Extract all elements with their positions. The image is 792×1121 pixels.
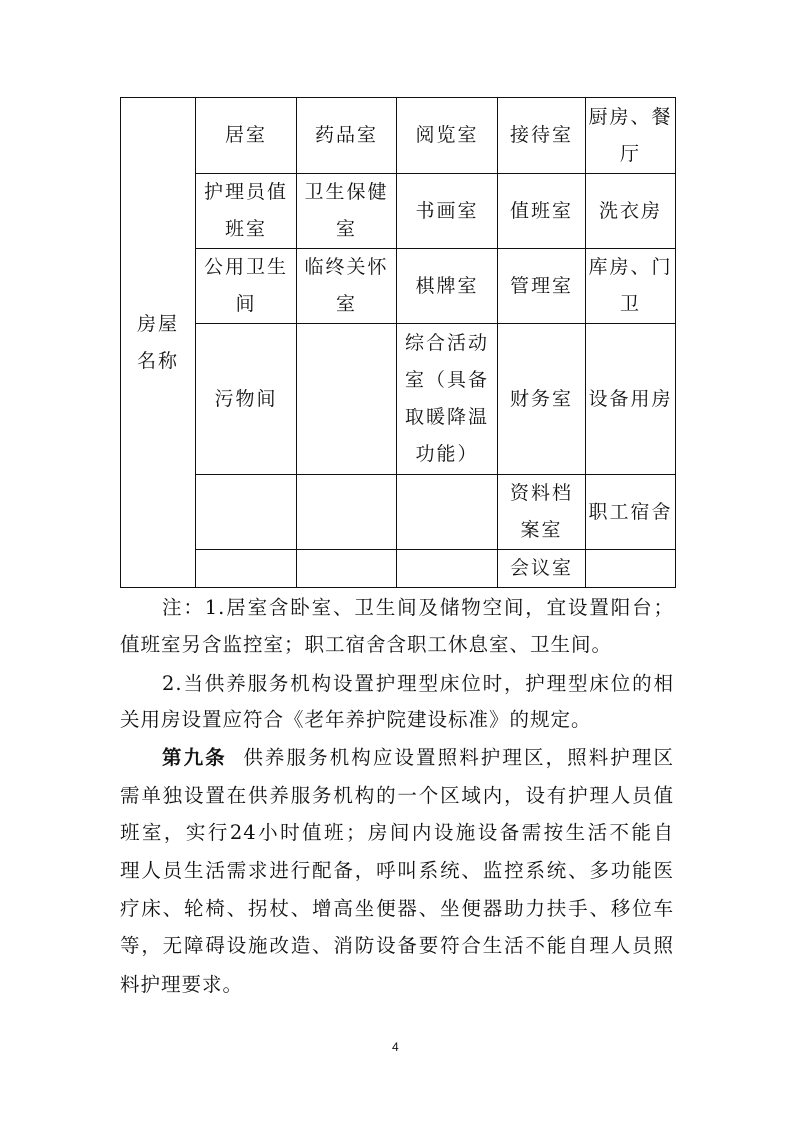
note-2-line-1: 2.当供养服务机构设置护理型床位时，护理型床位的相 <box>162 672 674 695</box>
article-9-line-2: 需单独设置在供养服务机构的一个区域内，设有护理人员值 <box>120 784 674 807</box>
table-cell <box>196 550 297 588</box>
page-number: 4 <box>392 1040 399 1054</box>
table-cell: 厨房、餐厅 <box>586 98 676 174</box>
table-cell: 库房、门卫 <box>586 249 676 324</box>
article-9-heading: 第九条 <box>162 746 227 769</box>
table-cell <box>586 550 676 588</box>
table-cell: 会议室 <box>498 550 586 588</box>
article-9-line-7: 料护理要求。 <box>120 973 244 996</box>
table-cell: 污物间 <box>196 324 297 475</box>
table-row <box>121 550 676 588</box>
note-2-line-2: 关用房设置应符合《老年养护院建设标准》的规定。 <box>120 708 592 731</box>
table-cell: 护理员值班室 <box>196 174 297 249</box>
table-cell: 居室 <box>196 98 297 174</box>
table-cell: 财务室 <box>498 324 586 475</box>
article-9-line-4: 理人员生活需求进行配备，呼叫系统、监控系统、多功能医 <box>120 859 674 882</box>
table-cell: 综合活动室（具备取暖降温功能） <box>397 324 498 475</box>
article-9-line-3: 班室，实行24小时值班；房间内设施设备需按生活不能自 <box>120 821 674 844</box>
table-row <box>121 98 676 174</box>
table-cell: 职工宿舍 <box>586 475 676 550</box>
table-cell <box>397 550 498 588</box>
table-row <box>121 475 676 550</box>
article-9-text: 供养服务机构应设置照料护理区，照料护理区 <box>243 746 674 769</box>
table-cell <box>196 475 297 550</box>
room-names-table <box>120 97 676 588</box>
table-cell: 药品室 <box>297 98 397 174</box>
table-cell: 设备用房 <box>586 324 676 475</box>
table-cell <box>297 475 397 550</box>
table-cell: 洗衣房 <box>586 174 676 249</box>
table-cell: 公用卫生间 <box>196 249 297 324</box>
row-header-text: 房屋名称 <box>136 312 179 372</box>
table-cell: 棋牌室 <box>397 249 498 324</box>
note-1-line-1: 注：1.居室含卧室、卫生间及储物空间，宜设置阳台； <box>162 596 674 619</box>
table-cell: 阅览室 <box>397 98 498 174</box>
table-cell <box>397 475 498 550</box>
table-cell: 值班室 <box>498 174 586 249</box>
table-row <box>121 249 676 324</box>
table-cell: 管理室 <box>498 249 586 324</box>
table-cell: 卫生保健室 <box>297 174 397 249</box>
row-header-cell <box>121 98 196 588</box>
article-9-line-6: 等，无障碍设施改造、消防设备要符合生活不能自理人员照 <box>120 934 674 957</box>
table-cell: 接待室 <box>498 98 586 174</box>
article-9-line-1 <box>162 746 674 770</box>
table-row <box>121 324 676 475</box>
table-cell: 资料档案室 <box>498 475 586 550</box>
table-cell: 临终关怀室 <box>297 249 397 324</box>
table-cell <box>297 550 397 588</box>
table-row <box>121 174 676 249</box>
table-cell <box>297 324 397 475</box>
table-cell: 书画室 <box>397 174 498 249</box>
article-9-line-5: 疗床、轮椅、拐杖、增高坐便器、坐便器助力扶手、移位车 <box>120 897 674 920</box>
note-1-line-2: 值班室另含监控室；职工宿舍含职工休息室、卫生间。 <box>120 633 613 656</box>
